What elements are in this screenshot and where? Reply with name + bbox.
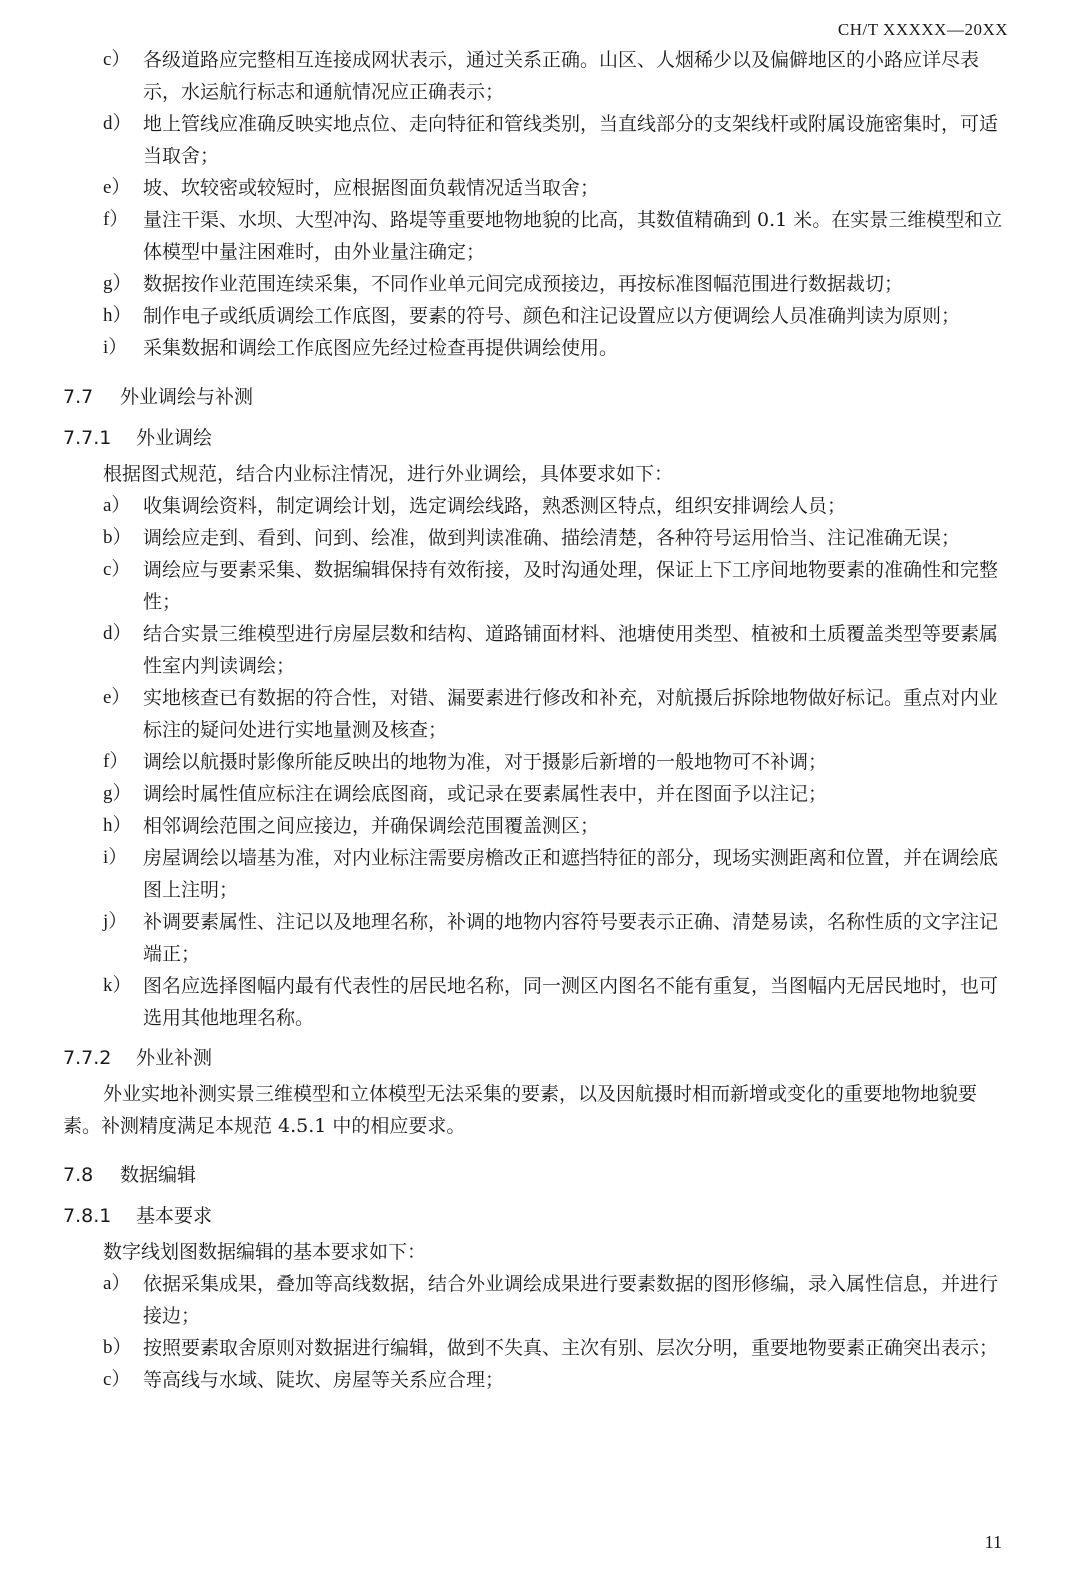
item-label: j）: [103, 911, 128, 932]
item-text: 调绘应走到、看到、问到、绘准，做到判读准确、描绘清楚，各种符号运用恰当、注记准确无误；: [143, 527, 961, 549]
list-7-7-1: [63, 490, 1008, 1034]
item-text: 补调要素属性、注记以及地理名称，补调的地物内容符号要表示正确、清楚易读，名称性质的文字注记端正；: [143, 911, 999, 965]
section-heading-7-8-1: [63, 1200, 1008, 1232]
section-title: 外业补测: [136, 1047, 213, 1069]
section-intro: 数字线划图数据编辑的基本要求如下：: [103, 1241, 427, 1263]
list-item: [63, 970, 1008, 1034]
item-text: 数据按作业范围连续采集，不同作业单元间完成预接边，再按标准图幅范围进行数据裁切；: [143, 273, 904, 295]
standard-code: CH/T XXXXX—20XX: [837, 20, 1008, 39]
item-label: g）: [103, 273, 132, 294]
list-item: [63, 1332, 1008, 1364]
section-title: 外业调绘与补测: [120, 386, 254, 408]
list-item: [63, 778, 1008, 810]
item-label: e）: [103, 177, 131, 198]
section-number: 7.8.1: [63, 1205, 112, 1227]
item-text: 坡、坎较密或较短时，应根据图面负载情况适当取舍；: [143, 177, 600, 199]
list-item: [63, 1364, 1008, 1396]
item-label: c）: [103, 1369, 131, 1390]
item-label: b）: [103, 1337, 132, 1358]
item-text: 调绘时属性值应标注在调绘底图商，或记录在要素属性表中，并在图面予以注记；: [143, 783, 828, 805]
section-title: 数据编辑: [120, 1164, 197, 1186]
section-heading-7-7: [63, 381, 1008, 413]
list-item: [63, 172, 1008, 204]
item-text: 采集数据和调绘工作底图应先经过检查再提供调绘使用。: [143, 337, 619, 359]
section-number: 7.8: [63, 1164, 94, 1186]
item-label: k）: [103, 975, 132, 996]
item-text: 相邻调绘范围之间应接边，并确保调绘范围覆盖测区；: [143, 815, 600, 837]
item-text: 各级道路应完整相互连接成网状表示，通过关系正确。山区、人烟稀少以及偏僻地区的小路应详尽表示，水运航行标志和通航情况应正确表示；: [143, 49, 980, 103]
section-title: 外业调绘: [136, 427, 213, 449]
section-title: 基本要求: [136, 1205, 213, 1227]
item-label: i）: [103, 847, 128, 868]
list-item: [63, 682, 1008, 746]
section-intro: 根据图式规范，结合内业标注情况，进行外业调绘，具体要求如下：: [103, 463, 674, 485]
list-top: [63, 44, 1008, 364]
item-text: 地上管线应准确反映实地点位、走向特征和管线类别，当直线部分的支架线杆或附属设施密集时，可适当取舍；: [143, 113, 999, 167]
item-label: f）: [103, 751, 129, 772]
item-label: d）: [103, 623, 132, 644]
document-body: [63, 44, 1008, 1396]
section-heading-7-7-2: [63, 1042, 1008, 1074]
section-heading-7-8: [63, 1159, 1008, 1191]
list-item: [63, 268, 1008, 300]
item-text: 依据采集成果，叠加等高线数据，结合外业调绘成果进行要素数据的图形修编，录入属性信息，并进行接边；: [143, 1273, 999, 1327]
item-label: h）: [103, 815, 132, 836]
item-text: 量注干渠、水坝、大型冲沟、路堤等重要地物地貌的比高，其数值精确到 0.1 米。在实景三维模型和立体模型中量注困难时，由外业量注确定；: [143, 209, 1003, 263]
item-label: c）: [103, 559, 131, 580]
item-text: 结合实景三维模型进行房屋层数和结构、道路铺面材料、池塘使用类型、植被和土质覆盖类型等要素属性室内判读调绘；: [143, 623, 999, 677]
item-text: 调绘以航摄时影像所能反映出的地物为准，对于摄影后新增的一般地物可不补调；: [143, 751, 828, 773]
item-text: 制作电子或纸质调绘工作底图，要素的符号、颜色和注记设置应以方便调绘人员准确判读为原则；: [143, 305, 961, 327]
item-text: 按照要素取舍原则对数据进行编辑，做到不失真、主次有别、层次分明，重要地物要素正确突出表示；: [143, 1337, 999, 1359]
item-text: 房屋调绘以墙基为准，对内业标注需要房檐改正和遮挡特征的部分，现场实测距离和位置，并在调绘底图上注明；: [143, 847, 999, 901]
list-item: [63, 618, 1008, 682]
item-text: 等高线与水域、陡坎、房屋等关系应合理；: [143, 1369, 505, 1391]
list-item: [63, 842, 1008, 906]
item-label: h）: [103, 305, 132, 326]
item-label: f）: [103, 209, 129, 230]
item-label: c）: [103, 49, 131, 70]
section-heading-7-7-1: [63, 422, 1008, 454]
item-text: 图名应选择图幅内最有代表性的居民地名称，同一测区内图名不能有重复，当图幅内无居民地时，也可选用其他地理名称。: [143, 975, 999, 1029]
list-item: [63, 1268, 1008, 1332]
item-label: b）: [103, 527, 132, 548]
item-text: 收集调绘资料，制定调绘计划，选定调绘线路，熟悉测区特点，组织安排调绘人员；: [143, 495, 847, 517]
section-paragraph: 外业实地补测实景三维模型和立体模型无法采集的要素，以及因航摄时相而新增或变化的重要地物地貌要素。补测精度满足本规范 4.5.1 中的相应要求。: [63, 1083, 978, 1137]
item-label: i）: [103, 337, 128, 358]
list-7-8-1: [63, 1268, 1008, 1396]
list-item: [63, 300, 1008, 332]
list-item: [63, 204, 1008, 268]
item-label: a）: [103, 495, 131, 516]
list-item: [63, 810, 1008, 842]
list-item: [63, 522, 1008, 554]
item-text: 调绘应与要素采集、数据编辑保持有效衔接，及时沟通处理，保证上下工序间地物要素的准确性和完整性；: [143, 559, 999, 613]
item-label: d）: [103, 113, 132, 134]
list-item: [63, 554, 1008, 618]
list-item: [63, 490, 1008, 522]
section-number: 7.7.1: [63, 427, 112, 449]
section-number: 7.7.2: [63, 1047, 112, 1069]
item-label: e）: [103, 687, 131, 708]
item-label: a）: [103, 1273, 131, 1294]
list-item: [63, 44, 1008, 108]
page-number: 11: [984, 1532, 1002, 1552]
list-item: [63, 108, 1008, 172]
item-label: g）: [103, 783, 132, 804]
list-item: [63, 906, 1008, 970]
list-item: [63, 746, 1008, 778]
item-text: 实地核查已有数据的符合性，对错、漏要素进行修改和补充，对航摄后拆除地物做好标记。重点对内业标注的疑问处进行实地量测及核查；: [143, 687, 999, 741]
section-number: 7.7: [63, 386, 94, 408]
list-item: [63, 332, 1008, 364]
